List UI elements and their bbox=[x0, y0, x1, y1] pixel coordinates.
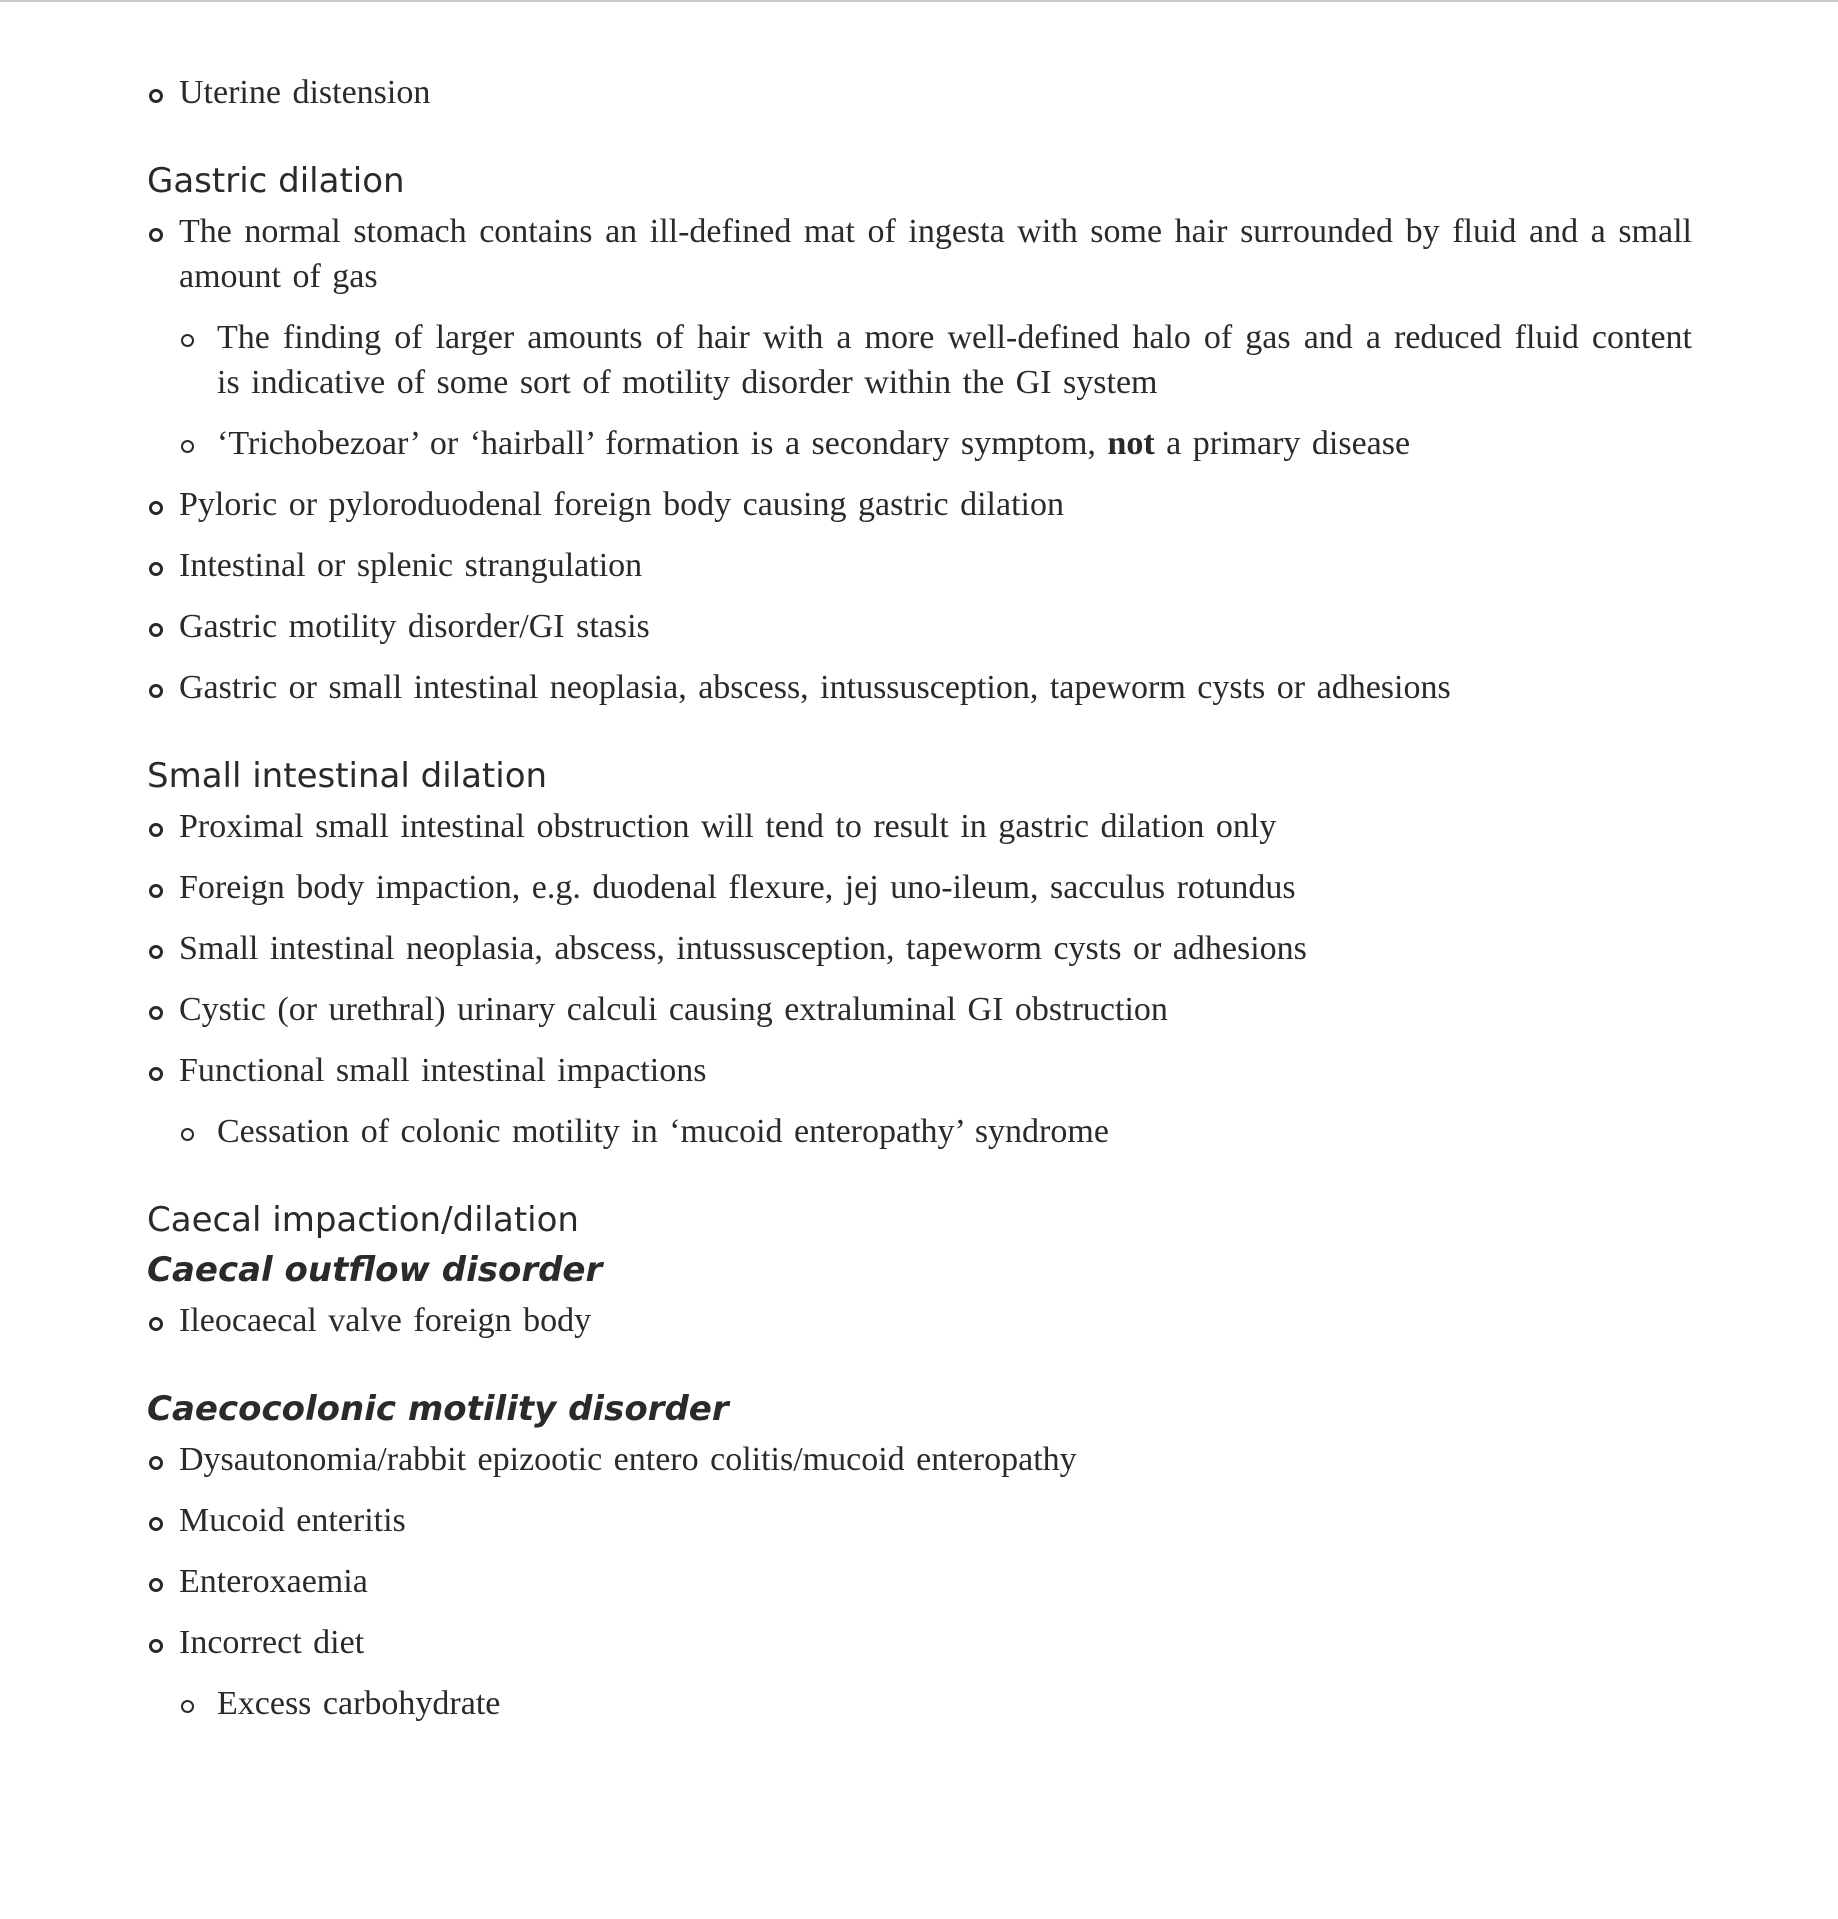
list-item-ileocaecal-foreign-body: Ileocaecal valve foreign body bbox=[147, 1298, 1692, 1343]
list-item-incorrect-diet: Incorrect diet bbox=[147, 1620, 1692, 1665]
list-item-proximal-obstruction: Proximal small intestinal obstruction will tend to result in gastric dilation only bbox=[147, 804, 1692, 849]
uterine-list bbox=[147, 70, 1692, 115]
heading-gastric-dilation: Gastric dilation bbox=[147, 161, 405, 201]
subheading-caecocolonic-motility: Caecocolonic motility disorder bbox=[147, 1389, 729, 1429]
sublist-item-hair-halo: The finding of larger amounts of hair with a more well-defined halo of gas and a reduced fluid content is indicative of some sort of motility disorder within the GI system bbox=[147, 315, 1692, 405]
list-item-dysautonomia: Dysautonomia/rabbit epizootic entero colitis/mucoid enteropathy bbox=[147, 1437, 1692, 1482]
gastric-list bbox=[147, 209, 1692, 710]
list-item-pyloric-foreign-body: Pyloric or pyloroduodenal foreign body causing gastric dilation bbox=[147, 482, 1692, 527]
heading-caecal-impaction: Caecal impaction/dilation bbox=[147, 1200, 579, 1240]
list-item-gastric-motility: Gastric motility disorder/GI stasis bbox=[147, 604, 1692, 649]
list-item-functional-impactions: Functional small intestinal impactions bbox=[147, 1048, 1692, 1093]
list-item-uterine-distension: Uterine distension bbox=[147, 70, 1692, 115]
list-item-normal-stomach: The normal stomach contains an ill-defined mat of ingesta with some hair surrounded by fluid and a small amount of gas bbox=[147, 209, 1692, 299]
list-item-urinary-calculi: Cystic (or urethral) urinary calculi causing extraluminal GI obstruction bbox=[147, 987, 1692, 1032]
caecocolonic-list bbox=[147, 1437, 1692, 1726]
sublist-item-excess-carbohydrate: Excess carbohydrate bbox=[147, 1681, 1692, 1726]
heading-small-intestinal-dilation: Small intestinal dilation bbox=[147, 756, 548, 796]
caecal-outflow-list bbox=[147, 1298, 1692, 1343]
subheading-caecal-outflow: Caecal outflow disorder bbox=[147, 1250, 603, 1290]
list-item-gastric-neoplasia: Gastric or small intestinal neoplasia, abscess, intussusception, tapeworm cysts or adhesions bbox=[147, 665, 1692, 710]
sublist-item-colonic-motility: Cessation of colonic motility in ‘mucoid enteropathy’ syndrome bbox=[147, 1109, 1692, 1154]
list-item-foreign-body-impaction: Foreign body impaction, e.g. duodenal flexure, jej uno-ileum, sacculus rotundus bbox=[147, 865, 1692, 910]
trichobezoar-emphasis: not bbox=[1107, 425, 1155, 462]
list-item-strangulation: Intestinal or splenic strangulation bbox=[147, 543, 1692, 588]
list-item-mucoid-enteritis: Mucoid enteritis bbox=[147, 1498, 1692, 1543]
list-item-small-intestinal-neoplasia: Small intestinal neoplasia, abscess, intussusception, tapeworm cysts or adhesions bbox=[147, 926, 1692, 971]
small-intestinal-list bbox=[147, 804, 1692, 1154]
sublist-item-trichobezoar bbox=[147, 421, 1692, 466]
document-page bbox=[147, 70, 1692, 1742]
trichobezoar-text-end: a primary disease bbox=[1154, 425, 1411, 462]
top-rule bbox=[0, 0, 1838, 2]
trichobezoar-text-start: ‘Trichobezoar’ or ‘hairball’ formation is a secondary symptom, bbox=[217, 425, 1108, 462]
list-item-enteroxaemia: Enteroxaemia bbox=[147, 1559, 1692, 1604]
